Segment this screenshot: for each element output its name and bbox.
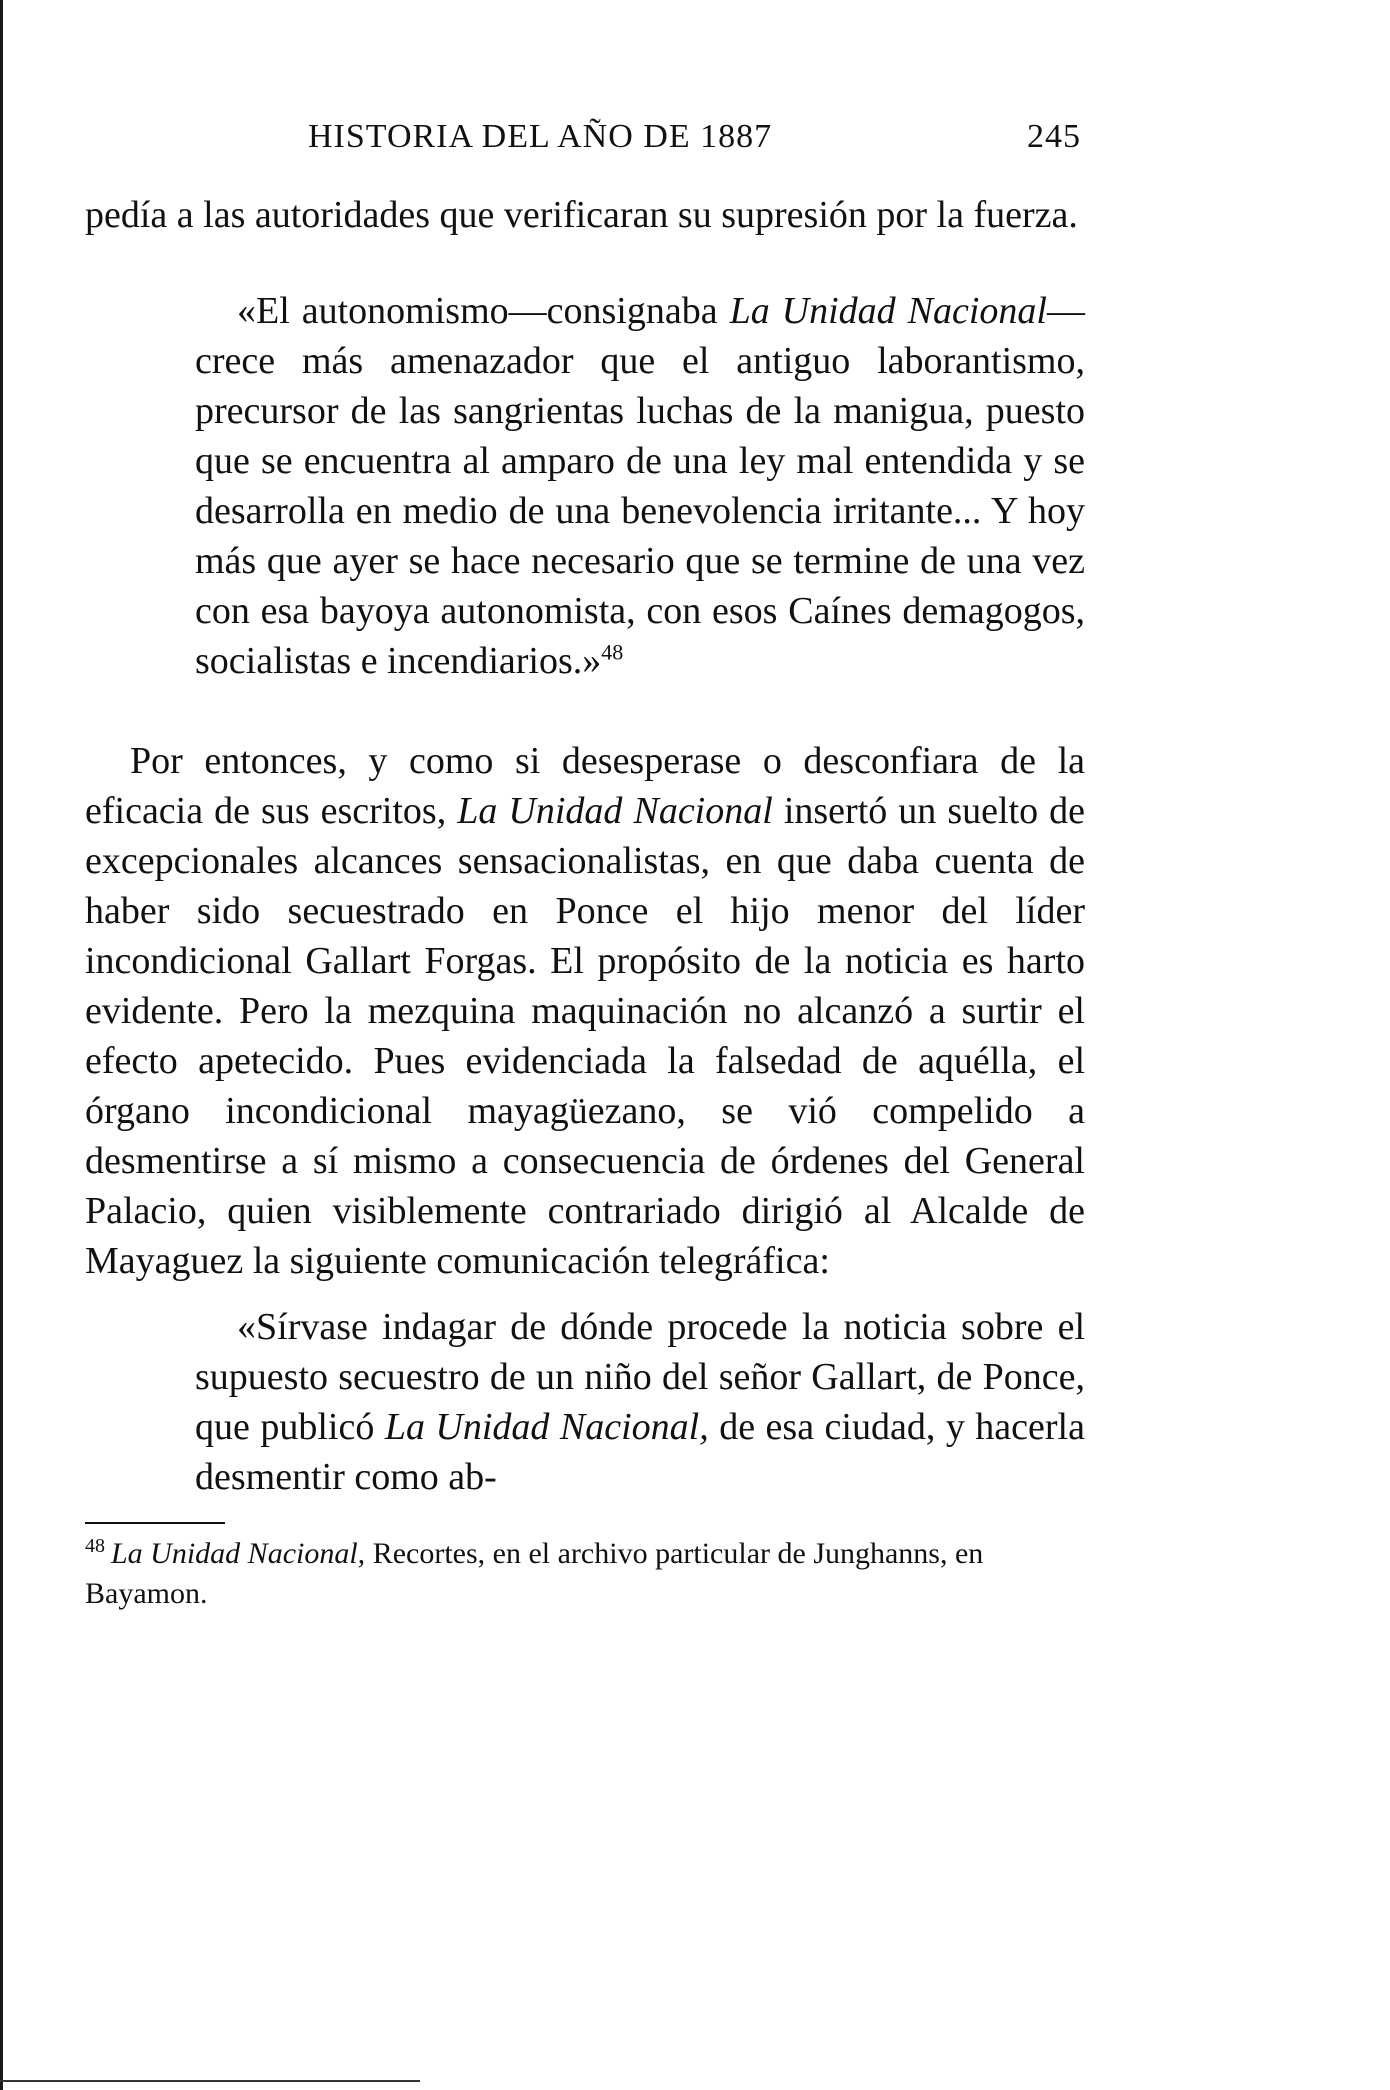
footnote-rule (85, 1522, 225, 1524)
block-quote-telegram (195, 1302, 1085, 1502)
footnote (85, 1534, 1085, 1614)
quote-lead: «El autonomismo—consignaba (237, 290, 730, 332)
opening-paragraph: pedía a las autoridades que verificaran su supresión por la fuerza. (85, 194, 1078, 236)
quote-newspaper-title: La Unidad Nacional (729, 290, 1047, 332)
block-quote-newspaper (195, 286, 1085, 686)
main-paragraph (85, 736, 1085, 1286)
quote-body: —crece más amenazador que el antiguo laborantismo, precursor de las sangrientas luchas de la manigua, puesto que se encuentra al amparo de una ley mal entendida y se desarrolla en medio de una benevolencia irritante... Y hoy más que ayer se hace necesario que se termine de una vez con esa bayoya autonomista, con esos Caínes demagogos, socialistas e incendiarios.» (195, 290, 1085, 682)
footnote-reference: 48 (601, 639, 624, 665)
footnote-text: Recortes, en el archivo particular de Junghanns, en Bayamon. (85, 1537, 984, 1610)
footnote-number: 48 (85, 1535, 105, 1557)
paragraph-part-1: Por entonces, y como si desesperase o desconfiara de la eficacia de sus escritos, (85, 740, 1085, 832)
quote-text (195, 286, 1085, 686)
scan-border-bottom (0, 2080, 420, 2082)
telegram-newspaper-title: La Unidad Nacional, (384, 1406, 709, 1448)
telegram-part-1: «Sírvase indagar de dónde procede la noticia sobre el supuesto secuestro de un niño del señor Gallart, de Ponce, que publicó (195, 1306, 1085, 1448)
paragraph-part-2: insertó un suelto de excepcionales alcances sensacionalistas, en que daba cuenta de haber sido secuestrado en Ponce el hijo menor del líder incondicional Gallart Forgas. El propósito de la noticia es harto evidente. Pero la mezquina maquinación no alcanzó a surtir el efecto apetecido. Pues evidenciada la falsedad de aquélla, el órgano incondicional mayagüezano, se vió compelido a desmentirse a sí mismo a consecuencia de órdenes del General Palacio, quien visiblemente contrariado dirigió al Alcalde de Mayaguez la siguiente comunicación telegráfica: (85, 790, 1085, 1282)
running-title: HISTORIA DEL AÑO DE 1887 (308, 118, 773, 155)
page-number: 245 (1027, 118, 1081, 155)
footnote-source-title: La Unidad Nacional, (111, 1537, 366, 1570)
telegram-part-2: de esa ciudad, y hacerla desmentir como ab- (195, 1406, 1085, 1498)
running-header (85, 118, 1085, 178)
scan-border-left (0, 0, 3, 2090)
telegram-text (195, 1302, 1085, 1502)
book-page (85, 118, 1085, 1614)
paragraph-newspaper-title: La Unidad Nacional (457, 790, 773, 832)
